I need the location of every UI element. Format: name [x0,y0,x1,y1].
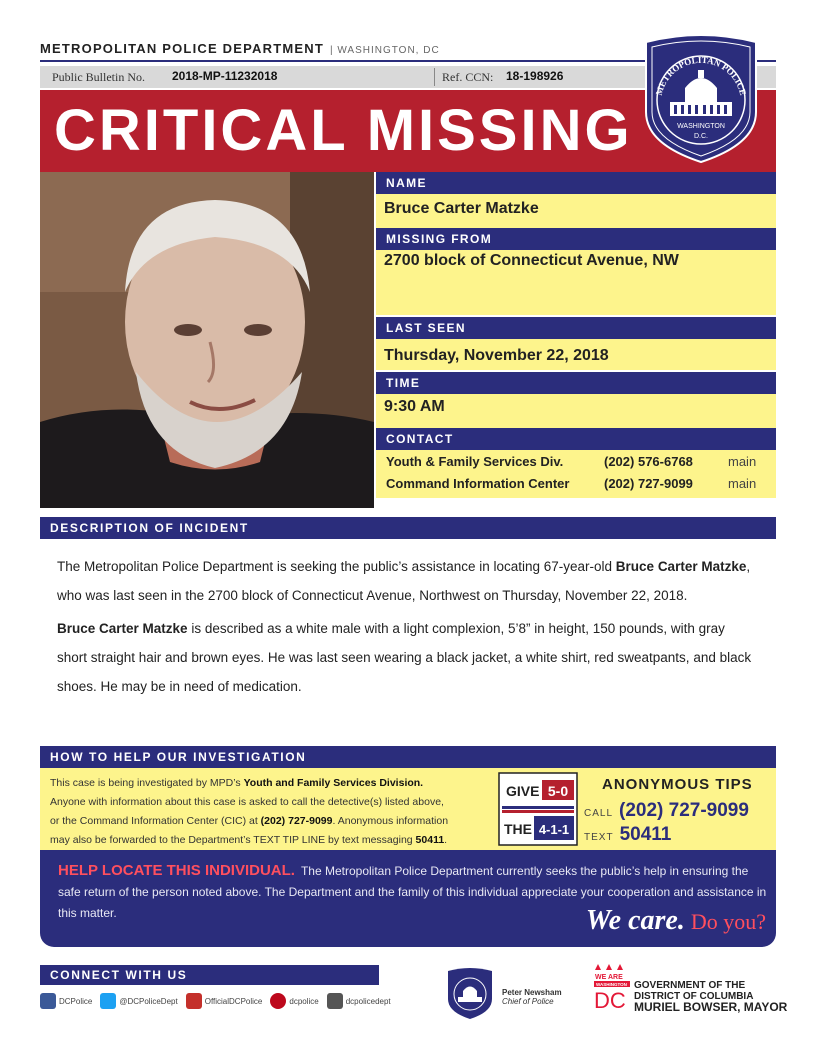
name-label: NAME [376,172,776,194]
gov-mayor: MURIEL BOWSER, MAYOR [634,1000,788,1014]
we-are-text: WE ARE [595,974,623,981]
chief-name: Peter Newsham [502,988,562,997]
badge-city-text: WASHINGTON [677,123,725,130]
person-name: Bruce Carter Matzke [384,200,539,217]
description-paragraph-1 [57,552,757,610]
contact-phone[interactable]: (202) 727-9099 [604,476,693,491]
last-seen-label: LAST SEEN [376,317,776,339]
department-header [40,41,440,56]
help-line-1 [50,774,495,793]
dc-logo-icon [594,962,630,1010]
contact-row [386,476,757,491]
help-locate-box [40,850,776,947]
contact-tag: main [728,476,757,491]
dc-letters: DC [594,988,626,1010]
call-number[interactable]: (202) 727-9099 [619,800,749,821]
social-label: OfficialDCPolice [204,996,263,1006]
contact-unit: Command Information Center [386,476,570,491]
social-link-twitter[interactable] [100,993,177,1009]
missing-from-label: MISSING FROM [376,228,776,250]
the-text: THE [504,821,532,837]
last-seen-value [376,339,776,370]
bulletin-number: 2018-MP-11232018 [172,69,278,83]
name-value [376,194,776,228]
department-name: METROPOLITAN POLICE DEPARTMENT [40,41,324,56]
anonymous-call-row [584,800,749,822]
call-label: CALL [584,808,614,819]
social-link-instagram[interactable] [327,993,391,1009]
description-body [57,552,757,705]
description-section-title: DESCRIPTION OF INCIDENT [40,517,776,539]
contact-value [376,450,776,498]
social-links [40,992,391,1010]
chief-title: Chief of Police [502,997,554,1006]
give-text: GIVE [506,783,540,799]
missing-person-photo [40,172,374,508]
gov-line-1: GOVERNMENT OF THE [634,980,746,991]
badge-top-text: METROPOLITAN POLICE [653,54,749,97]
contact-unit: Youth & Family Services Div. [386,454,564,469]
p1-person-name: Bruce Carter Matzke [615,559,747,574]
p2-person-name: Bruce Carter Matzke [57,621,188,636]
social-label: dcpolice [289,996,319,1006]
chief-signature [502,988,562,1006]
dc-government-text [634,980,787,1013]
social-label: DCPolice [59,996,93,1006]
contact-row [386,454,757,469]
do-you-text: Do you? [690,909,766,934]
text-label: TEXT [584,832,614,843]
banner-title: CRITICAL MISSING [54,98,633,163]
help-locate-body: The Metropolitan Police Department currently seeks the public’s help in ensuring the safe return of the person noted above. The Department and the family of this individual appreciate your cooperation and assistance in this matter. [58,864,767,920]
help-text-code: 50411 [415,834,445,846]
help-locate-headline: HELP LOCATE THIS INDIVIDUAL. [58,862,295,879]
pinterest-icon [270,993,286,1009]
help-section-title: HOW TO HELP OUR INVESTIGATION [40,746,776,768]
social-label: dcpolicedept [345,996,391,1006]
missing-from-value [376,250,776,315]
p1-text-after: , who was last seen in the 2700 block of Connecticut Avenue, Northwest on Thursday, November 22, 2018. [57,559,751,603]
description-paragraph-2 [57,614,757,701]
five-o-text: 5-0 [547,783,569,799]
help-line-2: Anyone with information about this case is asked to call the detective(s) listed above, [50,796,444,808]
social-link-facebook[interactable] [40,993,92,1009]
bulletin-separator [434,68,435,86]
gov-line-2: DISTRICT OF COLUMBIA [634,991,754,1002]
instagram-icon [327,993,343,1009]
time-text: 9:30 AM [384,398,445,415]
anonymous-tips-title: ANONYMOUS TIPS [602,776,753,793]
bulletin-label: Public Bulletin No. [52,70,145,84]
social-link-pinterest[interactable] [270,993,318,1009]
contact-tag: main [728,454,757,469]
missing-from-text: 2700 block of Connecticut Avenue, NW [384,252,679,269]
help-box [40,768,776,850]
p1-text-before: The Metropolitan Police Department is seeking the public’s assistance in locating 67-year-old [57,559,616,574]
social-label: @DCPoliceDept [119,996,178,1006]
help-division: Youth and Family Services Division. [243,777,424,789]
ccn-label: Ref. CCN: [442,70,494,84]
we-care-text: We care. [585,905,685,936]
four-one-one-text: 4-1-1 [538,822,570,837]
we-care-slogan [586,905,766,937]
twitter-icon [100,993,116,1009]
help-line-3-after: . Anonymous information [332,815,449,827]
help-text [50,774,495,850]
anonymous-text-row [584,824,671,846]
social-link-youtube[interactable] [186,993,263,1009]
youtube-icon [186,993,202,1009]
ccn-number: 18-198926 [506,69,564,83]
time-label: TIME [376,372,776,394]
help-line-3-text: or the Command Information Center (CIC) at [50,815,261,827]
help-cic-phone[interactable]: (202) 727-9099 [260,815,333,827]
text-number[interactable]: 50411 [619,824,672,845]
contact-label: CONTACT [376,428,776,450]
mpd-badge-icon [640,32,762,164]
help-line-3 [50,812,495,831]
contact-phone[interactable]: (202) 576-6768 [604,454,693,469]
badge-dc-text: D.C. [694,133,708,140]
help-line-1-text: This case is being investigated by MPD’s [50,777,244,789]
facebook-icon [40,993,56,1009]
last-seen-date: Thursday, November 22, 2018 [384,347,609,364]
department-city: | WASHINGTON, DC [329,45,440,56]
p2-text-after: is described as a white male with a light complexion, 5’8” in height, 150 pounds, with gray short straight hair and brown eyes. He was last seen wearing a black jacket, a white shirt, red sweatpants, and black shoes. He may be in need of medication. [57,621,752,694]
time-value [376,394,776,428]
connect-title: CONNECT WITH US [40,965,379,985]
info-panel [376,172,776,508]
washington-text: WASHINGTON [596,982,627,987]
footer-badge-icon [445,966,495,1020]
help-line-4-after: . [444,834,448,846]
give-50-logo-icon [498,772,578,846]
help-line-4 [50,831,495,850]
help-line-4-text: may also be forwarded to the Department’s TEXT TIP LINE by text messaging [50,834,416,846]
